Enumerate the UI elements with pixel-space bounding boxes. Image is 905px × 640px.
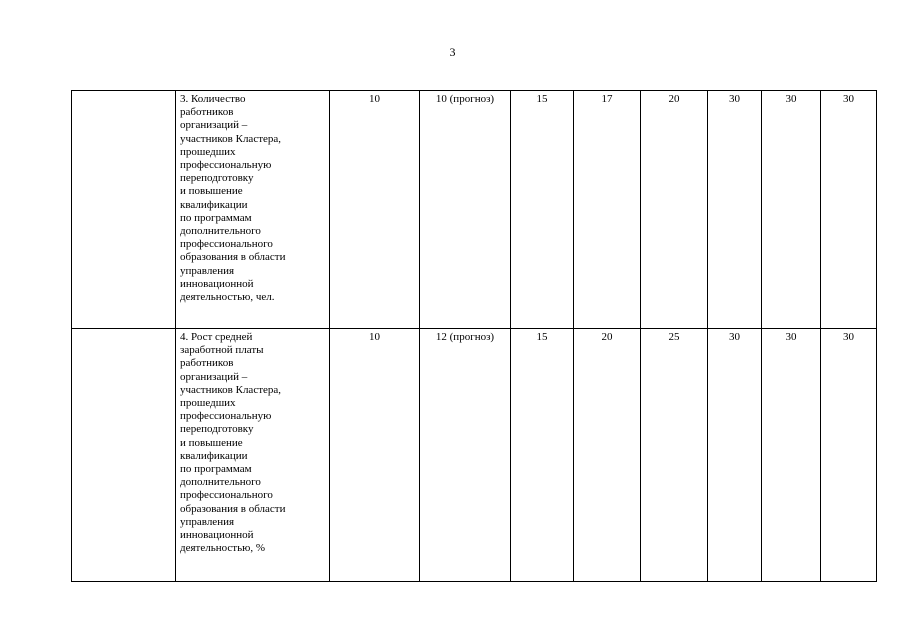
value-cell: 25 xyxy=(641,329,708,582)
table-row xyxy=(72,91,877,329)
value-cell: 20 xyxy=(574,329,641,582)
value-cell: 15 xyxy=(511,91,574,329)
value-cell: 30 xyxy=(821,91,877,329)
value-cell: 30 xyxy=(762,329,821,582)
indicator-label: 3. Количество работников организаций – участников Кластера, прошедших профессиональную переподготовку и повышение квалификации по программам дополнительного профессионального образования в области управления инновационной деятельностью, чел. xyxy=(176,91,330,329)
value-cell: 17 xyxy=(574,91,641,329)
value-cell: 30 xyxy=(708,329,762,582)
value-cell: 12 (прогноз) xyxy=(420,329,511,582)
value-cell: 10 xyxy=(330,329,420,582)
value-cell: 30 xyxy=(762,91,821,329)
value-cell: 10 xyxy=(330,91,420,329)
table-row xyxy=(72,329,877,582)
page-number: 3 xyxy=(449,45,456,59)
empty-cell xyxy=(72,91,176,329)
value-cell: 20 xyxy=(641,91,708,329)
value-cell: 15 xyxy=(511,329,574,582)
value-cell: 30 xyxy=(821,329,877,582)
indicator-label: 4. Рост средней заработной платы работников организаций – участников Кластера, прошедших профессиональную переподготовку и повышение квалификации по программам дополнительного профессионального образования в области управления инновационной деятельностью, % xyxy=(176,329,330,582)
indicators-table xyxy=(71,90,877,582)
value-cell: 30 xyxy=(708,91,762,329)
empty-cell xyxy=(72,329,176,582)
value-cell: 10 (прогноз) xyxy=(420,91,511,329)
